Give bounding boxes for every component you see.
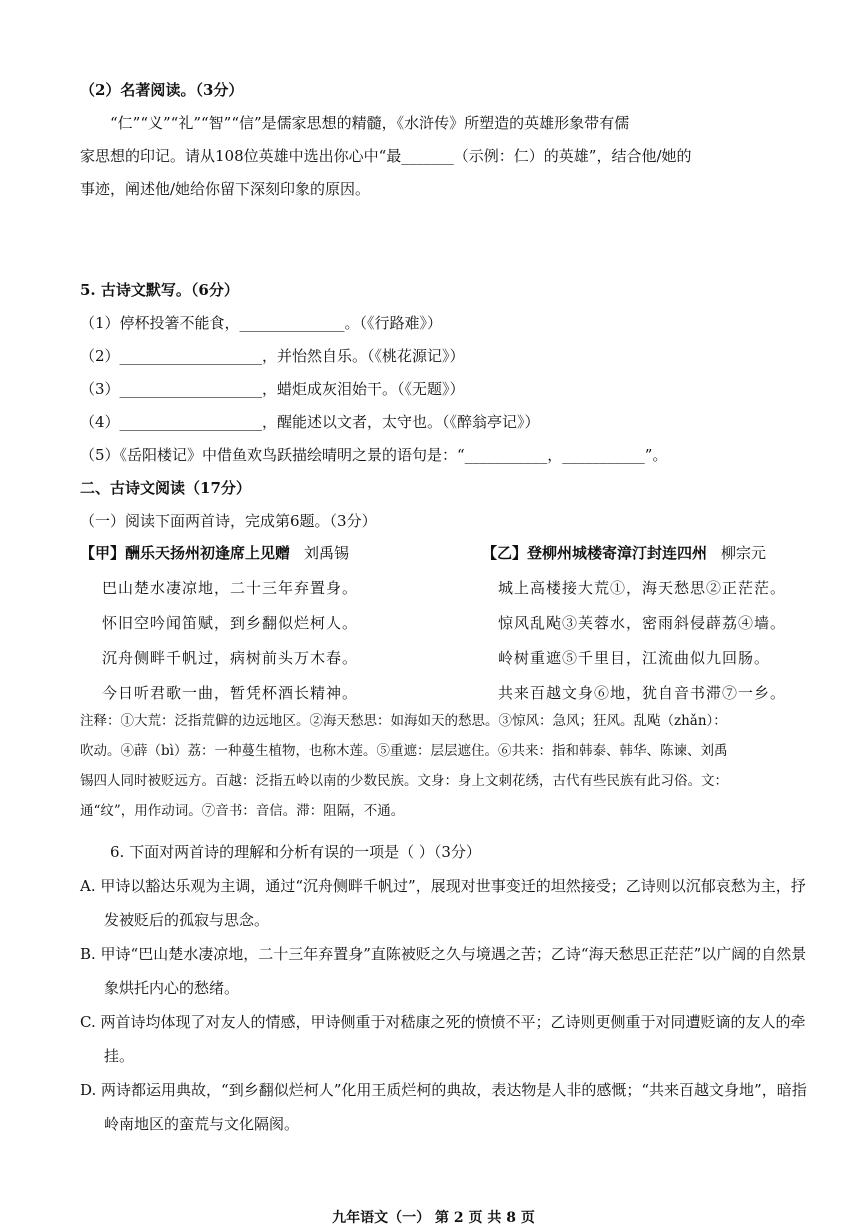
- option-b: B. 甲诗“巴山楚水凄凉地，二十三年弃置身”直陈被贬之久与境遇之苦；乙诗“海天愁思正茫茫”以广阔的自然景象烘托内心的愁绪。: [80, 945, 807, 997]
- poem-title: 【乙】登柳州城楼寄漳汀封连四州 柳宗元: [482, 544, 767, 562]
- poem-a: [80, 536, 460, 711]
- option-a: A. 甲诗以豁达乐观为主调，通过“沉舟侧畔千帆过”，展现对世事变迁的坦然接受；乙诗则以沉郁哀愁为主，抒发被贬后的孤寂与思念。: [80, 877, 806, 929]
- fill-blank-item: （4）___________________，醒能述以文者，太守也。（《醉翁亭记》）: [80, 413, 540, 431]
- sub-heading: （一）阅读下面两首诗，完成第6题。（3分）: [80, 512, 377, 530]
- famous-works-reading: [80, 74, 810, 206]
- note-line: 通“纹”，用作动词。⑦音书：音信。滞：阻隔，不通。: [80, 803, 405, 819]
- question-stem: 6. 下面对两首诗的理解和分析有误的一项是（ ）（3分）: [110, 843, 481, 861]
- part-two-header: [80, 472, 810, 538]
- fill-blank-item: （5）《岳阳楼记》中借鱼欢鸟跃描绘晴明之景的语句是：“___________，___________”。: [80, 446, 668, 464]
- fill-blank-item: （3）___________________，蜡炬成灰泪始干。（《无题》）: [80, 380, 465, 398]
- poem-line: 城上高楼接大荒①，海天愁思②正茫茫。: [498, 579, 787, 597]
- option-c: C. 两首诗均体现了对友人的情感，甲诗侧重于对嵇康之死的愤愤不平；乙诗则更侧重于对同遭贬谪的友人的牵挂。: [80, 1013, 806, 1065]
- poem-title: 【甲】酬乐天扬州初逢席上见赠 刘禹锡: [80, 544, 350, 562]
- poem-notes: [80, 706, 810, 826]
- poem-b: [482, 536, 862, 711]
- poem-author: 刘禹锡: [304, 544, 350, 562]
- option-d: D. 两诗都运用典故，“到乡翻似烂柯人”化用王质烂柯的典故，表达物是人非的感慨；“共来百越文身地”，暗指岭南地区的蛮荒与文化隔阂。: [80, 1081, 807, 1133]
- question-6: [80, 836, 810, 1141]
- poem-line: 怀旧空吟闻笛赋，到乡翻似烂柯人。: [102, 614, 359, 632]
- question-heading: （2）名著阅读。（3分）: [80, 81, 244, 99]
- poem-author: 柳宗元: [721, 544, 767, 562]
- note-line: 吹动。④薜（bì）荔：一种蔓生植物，也称木莲。⑤重遮：层层遮住。⑥共来：指和韩泰、韩华、陈谏、刘禹: [80, 743, 728, 759]
- note-line: 注释：①大荒：泛指荒僻的边远地区。②海天愁思：如海如天的愁思。③惊风：急风；狂风。乱飐（zhǎn）：: [80, 713, 727, 729]
- poetry-recitation: [80, 274, 810, 472]
- poem-line: 共来百越文身⑥地，犹自音书滞⑦一乡。: [498, 684, 787, 702]
- question-text-line: 事迹，阐述他/她给你留下深刻印象的原因。: [80, 180, 371, 198]
- poem-line: 沉舟侧畔千帆过，病树前头万木春。: [102, 649, 359, 667]
- fill-blank-item: （1）停杯投箸不能食，______________。（《行路难》）: [80, 314, 443, 332]
- page-footer: 九年语文（一） 第 2 页 共 8 页: [332, 1210, 535, 1226]
- question-text-line: 家思想的印记。请从108位英雄中选出你心中“最_______（示例：仁）的英雄”，结合他/她的: [80, 147, 692, 165]
- poem-line: 惊风乱飐③芙蓉水，密雨斜侵薜荔④墙。: [498, 614, 787, 632]
- fill-blank-item: （2）___________________，并怡然自乐。（《桃花源记》）: [80, 347, 465, 365]
- note-line: 锡四人同时被贬远方。百越：泛指五岭以南的少数民族。文身：身上文刺花绣，古代有些民族有此习俗。文：: [80, 773, 728, 789]
- poem-line: 岭树重遮⑤千里目，江流曲似九回肠。: [498, 649, 771, 667]
- question-text-line: “仁”“义”“礼”“智”“信”是儒家思想的精髓，《水浒传》所塑造的英雄形象带有儒: [110, 114, 630, 132]
- poem-line: 今日听君歌一曲，暂凭杯酒长精神。: [102, 684, 359, 702]
- question-heading: 5. 古诗文默写。（6分）: [80, 281, 239, 299]
- poem-line: 巴山楚水凄凉地，二十三年弃置身。: [102, 579, 359, 597]
- section-heading: 二、古诗文阅读（17分）: [80, 479, 251, 497]
